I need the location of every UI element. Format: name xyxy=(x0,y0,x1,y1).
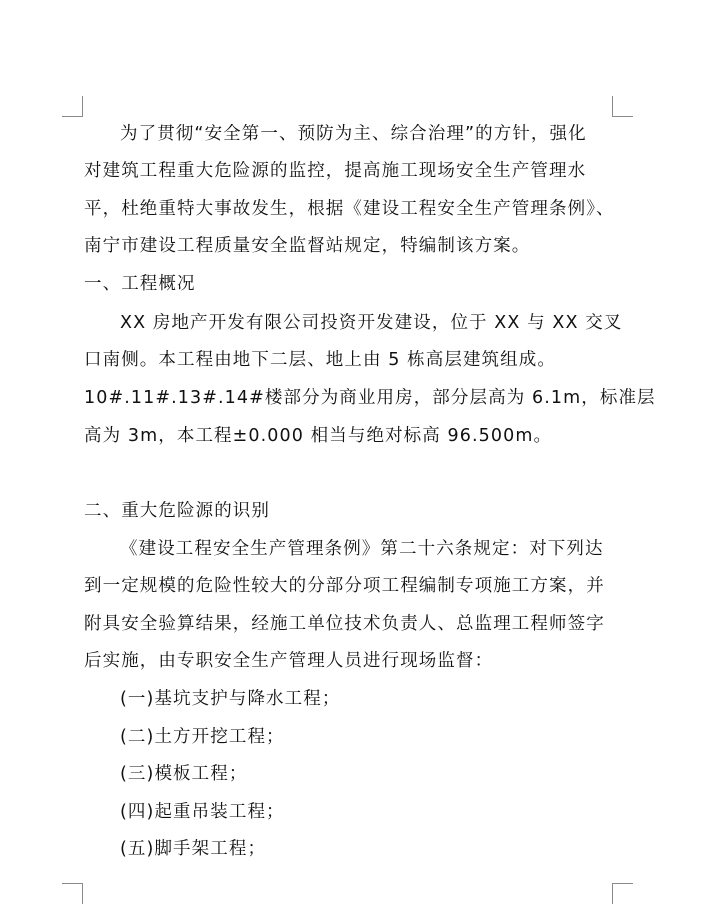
margin-corner-bottom-left xyxy=(62,883,83,904)
list-item: (五)脚手架工程； xyxy=(120,839,267,859)
overview-line: 口南侧。本工程由地下二层、地上由 5 栋高层建筑组成。 xyxy=(84,350,556,370)
list-item: (三)模板工程； xyxy=(120,764,248,784)
overview-line: XX 房地产开发有限公司投资开发建设，位于 XX 与 XX 交叉 xyxy=(120,313,623,333)
intro-line: 对建筑工程重大危险源的监控，提高施工现场安全生产管理水 xyxy=(84,161,587,181)
intro-line: 南宁市建设工程质量安全监督站规定，特编制该方案。 xyxy=(84,236,531,256)
overview-line: 高为 3m，本工程±0.000 相当与绝对标高 96.500m。 xyxy=(84,426,553,446)
section-heading-hazard-identification: 二、重大危险源的识别 xyxy=(84,501,270,521)
intro-line: 为了贯彻“安全第一、预防为主、综合治理”的方针，强化 xyxy=(120,124,587,144)
list-item: (一)基坑支护与降水工程； xyxy=(120,689,341,709)
margin-corner-top-right xyxy=(612,96,633,117)
regulation-line: 到一定规模的危险性较大的分部分项工程编制专项施工方案，并 xyxy=(84,576,605,596)
margin-corner-bottom-right xyxy=(612,883,633,904)
list-item: (四)起重吊装工程； xyxy=(120,802,285,822)
list-item: (二)土方开挖工程； xyxy=(120,727,285,747)
margin-corner-top-left xyxy=(62,96,83,117)
regulation-line: 《建设工程安全生产管理条例》第二十六条规定：对下列达 xyxy=(120,539,604,559)
regulation-line: 后实施，由专职安全生产管理人员进行现场监督： xyxy=(84,651,494,671)
section-heading-overview: 一、工程概况 xyxy=(84,274,196,294)
intro-line: 平，杜绝重特大事故发生，根据《建设工程安全生产管理条例》、 xyxy=(84,199,615,219)
regulation-line: 附具安全验算结果，经施工单位技术负责人、总监理工程师签字 xyxy=(84,614,605,634)
overview-line: 10#.11#.13#.14#楼部分为商业用房，部分层高为 6.1m，标准层 xyxy=(84,388,656,408)
